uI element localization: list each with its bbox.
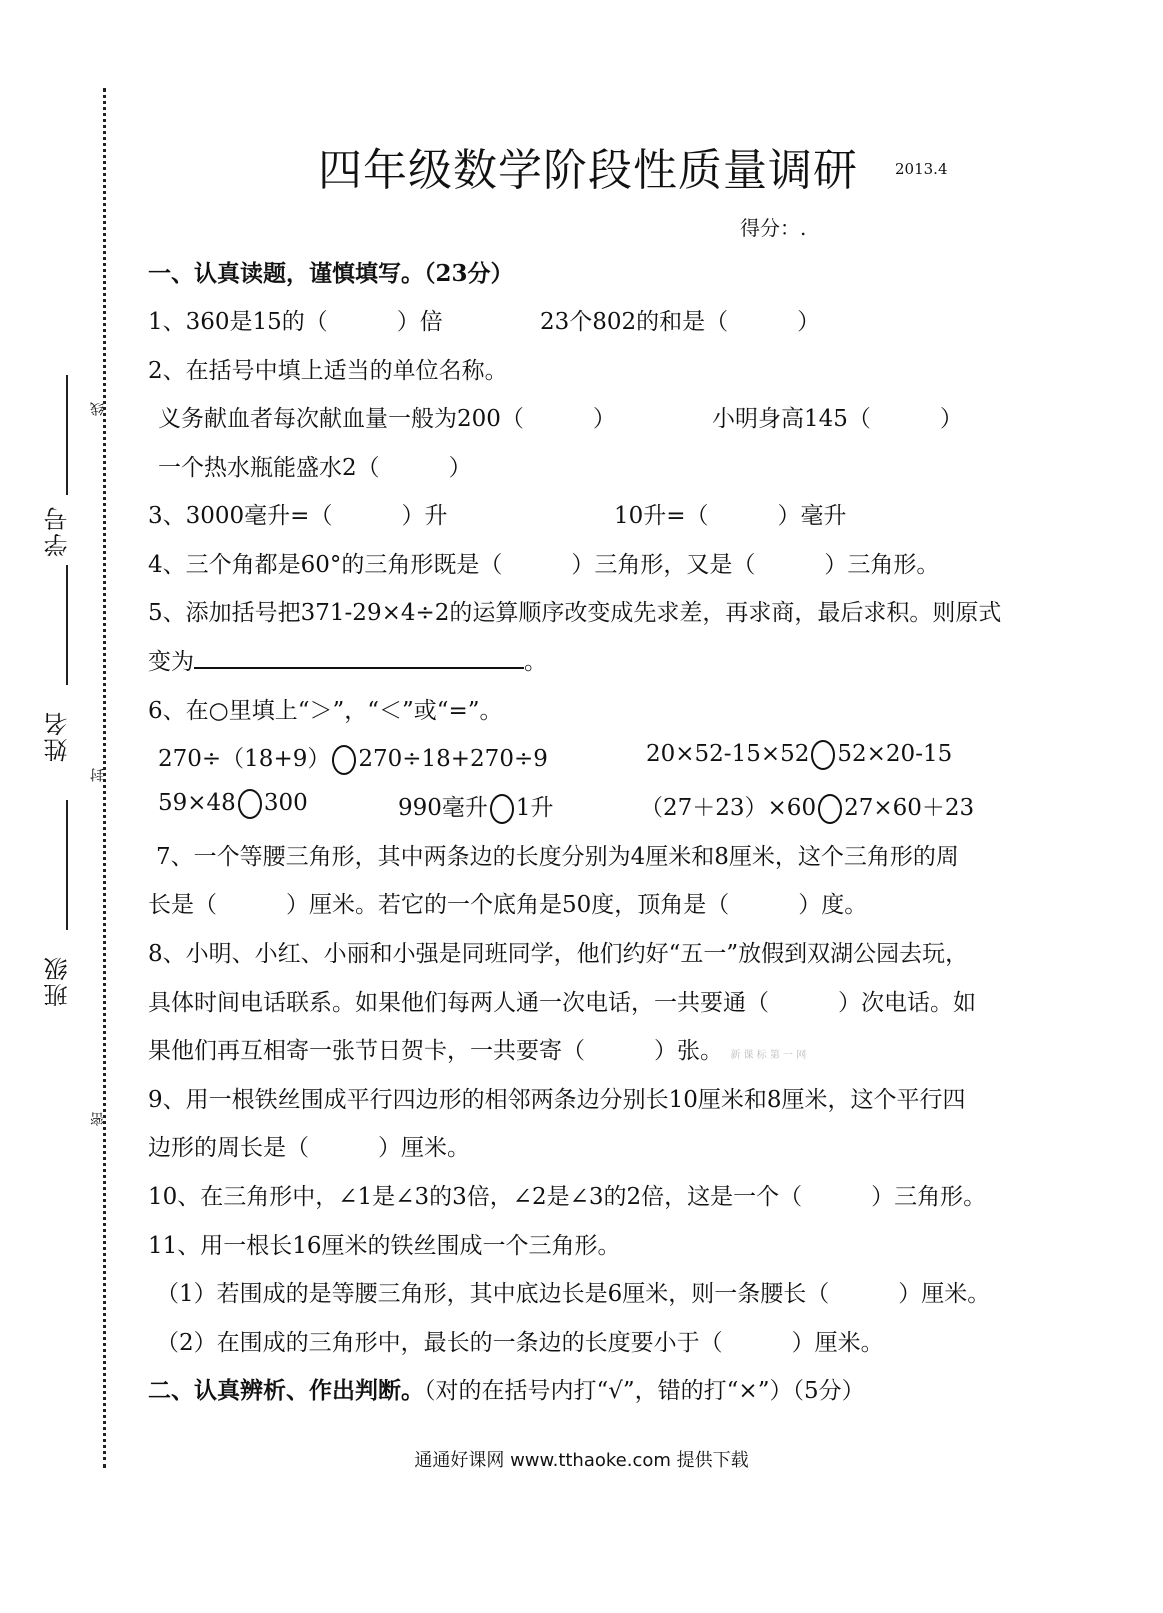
compare-row-2b <box>398 789 554 824</box>
exam-date: 2013.4 <box>895 160 948 178</box>
seal-mark-seal: 封 <box>90 768 106 782</box>
section-1-heading: 一、认真读题，谨慎填写。（23分） <box>148 260 514 287</box>
question-5a: 5、添加括号把371-29×4÷2的运算顺序改变成先求差，再求商，最后求积。则原式 <box>148 600 1002 626</box>
expr-right: 300 <box>263 790 308 816</box>
compare-circle[interactable] <box>811 740 835 770</box>
compare-row-2c <box>640 789 974 824</box>
question-11a: （1）若围成的是等腰三角形，其中底边长是6厘米，则一条腰长（ ）厘米。 <box>156 1281 991 1307</box>
question-11: 11、用一根长16厘米的铁丝围成一个三角形。 <box>148 1233 621 1259</box>
question-1b: 23个802的和是（ ） <box>540 309 821 335</box>
footer-credit: 通通好课网 www.tthaoke.com 提供下载 <box>414 1450 749 1471</box>
question-1a: 1、360是15的（ ）倍 <box>148 309 443 335</box>
section-2-heading <box>148 1372 865 1405</box>
expr-left: 990毫升 <box>398 795 488 821</box>
question-9b: 边形的周长是（ ）厘米。 <box>148 1135 470 1161</box>
expr-right: 270÷18+270÷9 <box>358 746 548 772</box>
section-2-instructions: （对的在括号内打“√”，错的打“×”）（5分） <box>424 1378 865 1404</box>
faint-watermark: 新 课 标 第 一 网 <box>730 1050 807 1061</box>
name-label: 姓名 <box>44 710 72 762</box>
student-no-label: 学号 <box>44 505 72 557</box>
question-2c: 一个热水瓶能盛水2（ ） <box>158 455 472 481</box>
question-2: 2、在括号中填上适当的单位名称。 <box>148 358 508 384</box>
question-3a: 3、3000毫升=（ ）升 <box>148 503 448 529</box>
compare-circle[interactable] <box>490 794 514 824</box>
question-4: 4、三个角都是60°的三角形既是（ ）三角形，又是（ ）三角形。 <box>148 552 940 578</box>
expr-left: （27＋23）×60 <box>640 795 817 821</box>
expr-left: 270÷（18+9） <box>158 746 331 772</box>
question-7a: 7、一个等腰三角形，其中两条边的长度分别为4厘米和8厘米，这个三角形的周 <box>156 844 959 870</box>
expr-right: 1升 <box>515 795 554 821</box>
question-8a: 8、小明、小红、小丽和小强是同班同学，他们约好“五一”放假到双湖公园去玩， <box>148 941 969 967</box>
question-8c-text: 果他们再互相寄一张节日贺卡，一共要寄（ ）张。 <box>148 1038 723 1064</box>
question-5b-prefix: 变为 <box>148 649 194 675</box>
page-title: 四年级数学阶段性质量调研 <box>318 145 858 196</box>
compare-circle[interactable] <box>238 789 262 819</box>
compare-circle[interactable] <box>332 745 356 775</box>
class-label: 班级 <box>44 955 72 1007</box>
question-10: 10、在三角形中，∠1是∠3的3倍，∠2是∠3的2倍，这是一个（ ）三角形。 <box>148 1184 987 1210</box>
expr-right: 52×20-15 <box>837 741 953 767</box>
question-2a: 义务献血者每次献血量一般为200（ ） <box>158 406 616 432</box>
question-6: 6、在○里填上“＞”，“＜”或“=”。 <box>148 698 503 724</box>
score-label: 得分：. <box>740 216 807 240</box>
seal-mark-secret: 密 <box>90 1112 106 1126</box>
question-3b: 10升=（ ）毫升 <box>614 503 847 529</box>
seal-mark-line: 线 <box>90 402 106 416</box>
question-5b <box>148 643 547 676</box>
answer-blank[interactable] <box>194 645 524 669</box>
question-2b: 小明身高145（ ） <box>712 406 963 432</box>
question-8b: 具体时间电话联系。如果他们每两人通一次电话，一共要通（ ）次电话。如 <box>148 990 976 1016</box>
question-9a: 9、用一根铁丝围成平行四边形的相邻两条边分别长10厘米和8厘米，这个平行四 <box>148 1087 966 1113</box>
question-8c <box>148 1032 806 1065</box>
student-no-line-2 <box>66 565 68 685</box>
compare-row-1b <box>646 740 952 770</box>
expr-right: 27×60＋23 <box>844 795 975 821</box>
compare-row-2a <box>158 789 308 819</box>
expr-left: 20×52-15×52 <box>646 741 810 767</box>
student-no-line <box>66 375 68 495</box>
compare-circle[interactable] <box>818 794 842 824</box>
section-2-title: 二、认真辨析、作出判断。 <box>148 1377 424 1404</box>
expr-left: 59×48 <box>158 790 236 816</box>
name-line <box>66 800 68 930</box>
compare-row-1a <box>158 740 548 775</box>
question-7b: 长是（ ）厘米。若它的一个底角是50度，顶角是（ ）度。 <box>148 892 868 918</box>
question-11b: （2）在围成的三角形中，最长的一条边的长度要小于（ ）厘米。 <box>156 1330 884 1356</box>
question-5b-suffix: 。 <box>524 649 547 675</box>
